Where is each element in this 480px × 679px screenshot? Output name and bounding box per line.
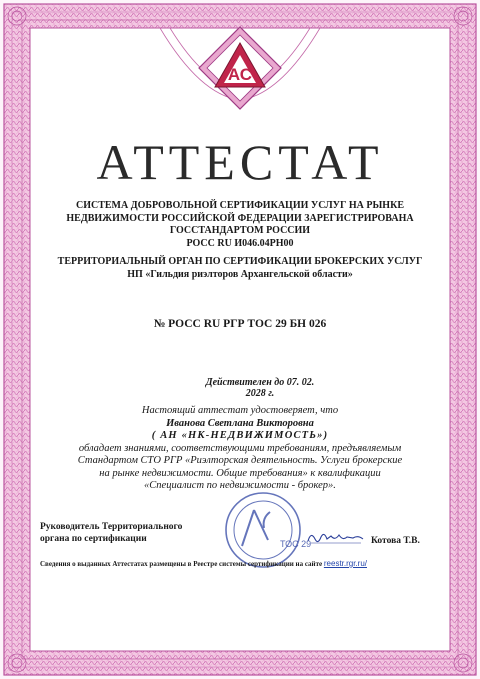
footer-note xyxy=(40,559,367,568)
system-block xyxy=(40,200,440,250)
system-line: СИСТЕМА ДОБРОВОЛЬНОЙ СЕРТИФИКАЦИИ УСЛУГ НА РЫНКЕ xyxy=(75,200,404,211)
body-line: обладает знаниями, соответствующими требованиям, предъявляемым xyxy=(78,442,402,454)
signatory-label-line: Руководитель Территориального xyxy=(40,522,183,532)
organ-block xyxy=(40,256,440,281)
body-line: на рынке недвижимости. Общие требования» к квалификации xyxy=(99,467,381,479)
certificate-body xyxy=(40,405,440,493)
footer-text: Сведения о выданных Аттестатах размещены в Реестре системы сертификации на сайте xyxy=(40,560,323,568)
signer-name: Котова Т.В. xyxy=(371,536,420,546)
organ-name: НП «Гильдия риэлторов Архангельской области» xyxy=(127,268,353,280)
holder-company: ( АН «НК-НЕДВИЖИМОСТЬ») xyxy=(151,430,329,441)
system-line: ГОССТАНДАРТОМ РОССИИ xyxy=(169,225,311,236)
body-line: Настоящий аттестат удостоверяет, что xyxy=(141,405,339,416)
system-line: НЕДВИЖИМОСТИ РОССИЙСКОЙ ФЕДЕРАЦИИ ЗАРЕГИСТРИРОВАНА xyxy=(66,212,414,224)
signatory-label xyxy=(40,521,240,545)
signature-icon xyxy=(305,527,367,547)
registration-number: № РОСС RU РГР ТОС 29 БН 026 xyxy=(153,318,327,330)
stamp-text: ТОС 29 xyxy=(280,539,312,549)
system-line: РОСС RU И046.04РН00 xyxy=(186,237,294,249)
organ-line: ТЕРРИТОРИАЛЬНЫЙ ОРГАН ПО СЕРТИФИКАЦИИ БРОКЕРСКИХ УСЛУГ xyxy=(57,256,423,267)
valid-until: Действителен до 07. 02. 2028 г. xyxy=(205,377,315,399)
body-line: Стандартом СТО РГР «Риэлторская деятельность. Услуги брокерские xyxy=(77,455,403,466)
body-line: «Специалист по недвижимости - брокер». xyxy=(144,480,336,491)
holder-name: Иванова Светлана Викторовна xyxy=(166,417,314,429)
logo-letters: АС xyxy=(227,65,253,84)
page-title: АТТЕСТАТ xyxy=(96,134,384,190)
signatory-label-line: органа по сертификации xyxy=(40,534,147,544)
registry-link[interactable]: reestr.rgr.ru/ xyxy=(323,559,367,568)
